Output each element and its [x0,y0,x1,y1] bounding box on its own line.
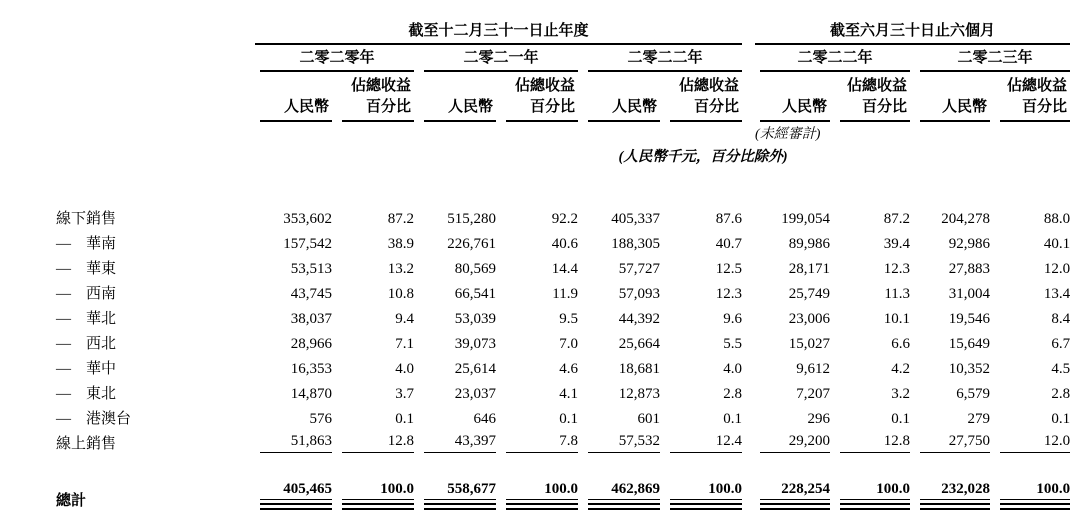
cell-pct-value: 12.3 [715,286,743,302]
cell-pct-value: 4.0 [395,361,414,377]
cell-pct-value: 100.0 [995,478,1075,510]
unaudited-row [56,122,1075,143]
group-header-interim-label: 截至六月三十日止六個月 [755,19,1070,45]
cell-rmb-value: 23,037 [454,386,496,402]
table-row [56,228,1075,253]
cell-rmb-value: 204,278 [941,211,991,227]
subheader-row-top [56,72,1075,95]
cell-rmb-value: 353,602 [283,211,332,227]
pct-header-top: 佔總收益 [514,78,575,94]
cell-rmb-value: 228,254 [755,478,835,510]
cell-rmb-value: 279 [967,411,991,427]
table-row [56,203,1075,228]
table-body [56,166,1075,510]
cell-rmb-value: 15,649 [948,336,991,352]
cell-rmb-value: 29,200 [755,428,835,453]
table-row [56,303,1075,328]
unaudited-note: (未經審計) [755,127,821,142]
group-gap [747,353,755,378]
pct-header-top: 佔總收益 [1007,78,1068,94]
cell-rmb-value: 405,465 [255,478,337,510]
row-label-text: 華北 [86,311,117,327]
total-double-rule [670,503,742,510]
table-row [56,403,1075,428]
total-double-rule [760,503,830,510]
cell-rmb-value: 12,873 [618,386,660,402]
cell-pct-value: 13.4 [1043,286,1071,302]
row-label-text: 華南 [86,236,117,252]
region-dash: — [56,361,71,377]
cell-pct-value: 4.6 [559,361,578,377]
cell-rmb-value: 51,863 [255,428,337,453]
cell-pct-value: 4.1 [559,386,578,402]
cell-rmb-value: 43,397 [419,428,501,453]
cell-pct-value: 3.7 [395,386,414,402]
units-note-row [56,143,1075,166]
cell-pct-value: 0.1 [1051,411,1071,427]
cell-rmb-value: 25,664 [618,336,660,352]
cell-pct-value: 8.4 [1051,311,1071,327]
pct-header-bottom: 百分比 [501,95,583,122]
pct-header-top: 佔總收益 [679,78,740,94]
row-label [56,303,255,328]
cell-rmb-value: 23,006 [788,311,831,327]
cell-pct-value: 100.0 [835,478,915,510]
row-label-text: 線下銷售 [56,211,117,227]
total-double-rule [424,503,496,510]
row-label [56,353,255,378]
pct-header-bottom: 百分比 [995,95,1075,122]
row-label [56,203,255,228]
total-double-rule [920,503,990,510]
cell-rmb-value: 462,869 [583,478,665,510]
total-double-rule [588,503,660,510]
cell-pct-value: 40.6 [551,236,578,252]
units-note: (人民幣千元，百分比除外) [618,149,788,165]
year-header-6m2022: 二零二二年 [755,45,915,72]
cell-pct-value: 12.4 [665,428,747,453]
cell-pct-value: 5.5 [723,336,743,352]
cell-pct-value: 7.1 [395,336,414,352]
cell-pct-value: 2.8 [1051,386,1071,402]
cell-rmb-value: 66,541 [454,286,496,302]
group-gap [747,303,755,328]
cell-pct-value: 12.0 [1043,261,1071,277]
table-row [56,378,1075,403]
year-header-row [56,45,1075,72]
cell-pct-value: 12.5 [715,261,743,277]
spacer-row [56,453,1075,478]
group-gap [747,16,755,45]
cell-rmb-value: 38,037 [290,311,332,327]
row-label [56,428,255,453]
spacer-row [56,166,1075,203]
cell-pct-value: 88.0 [1043,211,1071,227]
cell-rmb-value: 188,305 [611,236,660,252]
cell-rmb-value: 9,612 [796,361,831,377]
table-row [56,428,1075,453]
cell-rmb-value: 515,280 [447,211,496,227]
year-header-2021: 二零二一年 [419,45,583,72]
cell-pct-value: 12.3 [883,261,911,277]
cell-rmb-value: 296 [807,411,831,427]
cell-pct-value: 4.0 [723,361,743,377]
cell-rmb-value: 405,337 [611,211,660,227]
cell-pct-value: 0.1 [723,411,743,427]
cell-pct-value: 11.9 [552,286,578,302]
cell-rmb-value: 6,579 [956,386,991,402]
region-dash: — [56,261,71,277]
cell-rmb-value: 601 [637,411,660,427]
row-label-text: 線上銷售 [56,436,117,452]
cell-pct-value: 40.1 [1043,236,1071,252]
total-double-rule [1000,503,1070,510]
cell-rmb-value: 31,004 [948,286,991,302]
row-label-text: 西南 [86,286,117,302]
table-row [56,278,1075,303]
cell-rmb-value: 232,028 [915,478,995,510]
row-label-text: 西北 [86,336,117,352]
row-label [56,278,255,303]
group-header-interim [755,16,1075,45]
region-dash: — [56,411,71,427]
total-double-rule [506,503,578,510]
cell-rmb-value: 199,054 [781,211,831,227]
row-label [56,403,255,428]
cell-pct-value: 3.2 [891,386,911,402]
cell-pct-value: 0.1 [395,411,414,427]
group-gap [747,228,755,253]
total-double-rule [260,503,332,510]
cell-pct-value: 6.6 [891,336,911,352]
pct-header-bottom: 百分比 [337,95,419,122]
cell-rmb-value: 80,569 [454,261,496,277]
pct-header-bottom: 百分比 [665,95,747,122]
cell-pct-value: 12.0 [995,428,1075,453]
group-gap [747,203,755,228]
group-gap [747,253,755,278]
cell-pct-value: 7.8 [501,428,583,453]
cell-rmb-value: 646 [473,411,496,427]
row-label-text: 華中 [86,361,117,377]
region-dash: — [56,386,71,402]
row-label [56,228,255,253]
cell-pct-value: 100.0 [501,478,583,510]
cell-rmb-value: 57,532 [583,428,665,453]
pct-header-bottom: 百分比 [835,95,915,122]
cell-pct-value: 7.0 [559,336,578,352]
rmb-header: 人民幣 [915,95,995,122]
cell-pct-value: 14.4 [551,261,578,277]
cell-pct-value: 0.1 [559,411,578,427]
cell-rmb-value: 558,677 [419,478,501,510]
group-header-annual-label: 截至十二月三十一日止年度 [255,19,742,45]
year-header-2020: 二零二零年 [255,45,419,72]
cell-pct-value: 10.8 [387,286,414,302]
cell-pct-value: 0.1 [891,411,911,427]
rmb-header: 人民幣 [583,95,665,122]
cell-rmb-value: 28,966 [290,336,332,352]
cell-rmb-value: 25,614 [454,361,496,377]
row-label-text: 總計 [56,493,87,509]
cell-pct-value: 10.1 [883,311,911,327]
cell-pct-value: 87.2 [387,211,414,227]
group-gap [747,328,755,353]
cell-rmb-value: 226,761 [447,236,496,252]
region-dash: — [56,236,71,252]
cell-rmb-value: 57,093 [618,286,660,302]
cell-rmb-value: 44,392 [618,311,660,327]
cell-rmb-value: 14,870 [290,386,332,402]
cell-pct-value: 4.2 [891,361,911,377]
cell-pct-value: 9.4 [395,311,414,327]
cell-pct-value: 87.6 [715,211,743,227]
cell-pct-value: 38.9 [387,236,414,252]
group-gap [747,278,755,303]
cell-pct-value: 13.2 [387,261,414,277]
group-gap [747,478,755,510]
cell-rmb-value: 27,750 [915,428,995,453]
group-gap [747,378,755,403]
rmb-header: 人民幣 [755,95,835,122]
cell-rmb-value: 53,039 [454,311,496,327]
cell-rmb-value: 57,727 [618,261,660,277]
cell-rmb-value: 16,353 [290,361,332,377]
cell-pct-value: 100.0 [665,478,747,510]
pct-header-top: 佔總收益 [350,78,411,94]
region-dash: — [56,336,71,352]
cell-pct-value: 39.4 [883,236,911,252]
cell-pct-value: 87.2 [883,211,911,227]
region-dash: — [56,311,71,327]
cell-rmb-value: 25,749 [788,286,831,302]
row-label-text: 港澳台 [86,411,132,427]
cell-pct-value: 4.5 [1051,361,1071,377]
cell-pct-value: 2.8 [723,386,743,402]
total-row [56,478,1075,510]
cell-pct-value: 12.8 [337,428,419,453]
rmb-header: 人民幣 [255,95,337,122]
cell-rmb-value: 39,073 [454,336,496,352]
cell-rmb-value: 576 [309,411,332,427]
group-header-row [56,16,1075,45]
cell-pct-value: 11.3 [884,286,911,302]
cell-rmb-value: 7,207 [796,386,831,402]
cell-rmb-value: 92,986 [948,236,991,252]
table-row [56,328,1075,353]
row-label [56,253,255,278]
cell-rmb-value: 89,986 [788,236,831,252]
table-row [56,253,1075,278]
cell-pct-value: 9.5 [559,311,578,327]
row-label [56,478,255,510]
cell-pct-value: 100.0 [337,478,419,510]
cell-rmb-value: 19,546 [948,311,991,327]
year-header-2022: 二零二二年 [583,45,747,72]
group-gap [747,403,755,428]
row-label [56,328,255,353]
cell-pct-value: 92.2 [551,211,578,227]
cell-rmb-value: 27,883 [948,261,991,277]
group-gap [747,428,755,453]
total-double-rule [342,503,414,510]
group-header-annual [255,16,747,45]
subheader-row-bottom [56,95,1075,122]
total-double-rule [840,503,910,510]
row-label-text: 華東 [86,261,117,277]
year-header-6m2023: 二零二三年 [915,45,1075,72]
cell-rmb-value: 43,745 [290,286,332,302]
label-column-header [56,16,255,45]
cell-pct-value: 40.7 [715,236,743,252]
rmb-header: 人民幣 [419,95,501,122]
region-dash: — [56,286,71,302]
cell-rmb-value: 15,027 [788,336,831,352]
cell-rmb-value: 10,352 [948,361,991,377]
cell-pct-value: 6.7 [1051,336,1071,352]
cell-rmb-value: 18,681 [618,361,660,377]
row-label-text: 東北 [86,386,117,402]
pct-header-top: 佔總收益 [847,78,908,94]
row-label [56,378,255,403]
cell-rmb-value: 28,171 [788,261,831,277]
cell-rmb-value: 157,542 [283,236,332,252]
cell-pct-value: 9.6 [723,311,743,327]
revenue-breakdown-table [56,16,1075,510]
cell-rmb-value: 53,513 [290,261,332,277]
cell-pct-value: 12.8 [835,428,915,453]
table-row [56,353,1075,378]
